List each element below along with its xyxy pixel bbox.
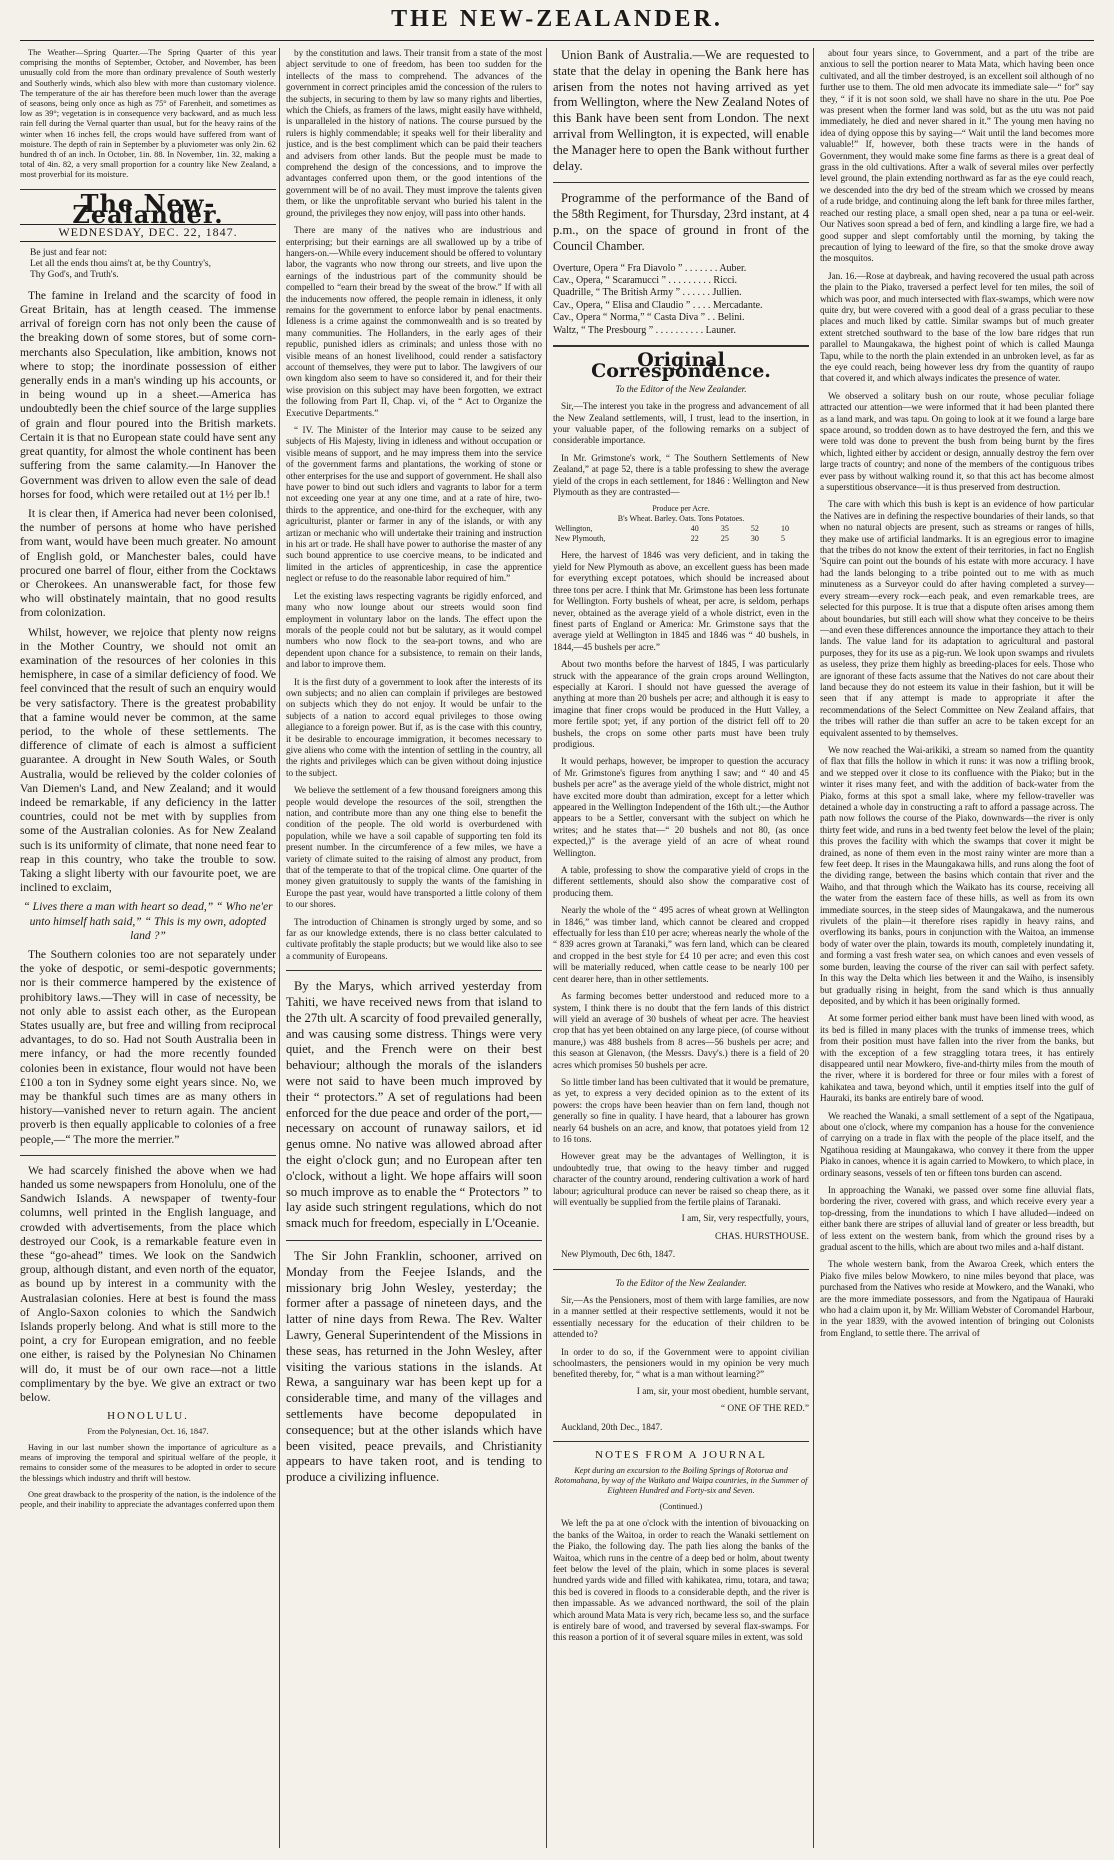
letter-salutation-heading: To the Editor of the New Zealander. (615, 383, 747, 394)
journal-paragraph: We observed a solitary bush on our route, whose peculiar foliage attracted our attention—we were informed that it had been planted there as a land mark, and was tapu. On going to look at it we found a large bare space around, so trodden down as to have destroyed the fern, and this we were told was done to prevent the bush from being burnt by the fires which, lighted either by accident or design, annually destroy the fern over large tracts of country; and none of the members of the contiguous tribes ever pass by without walking round it, so that this act has become almost a superstitious observance—it is thus preserved from destruction. (820, 390, 1094, 493)
letter-signature: CHAS. HURSTHOUSE. (714, 1231, 809, 1242)
programme-item: Cav., Opera “ Norma,” “ Casta Diva ” . . Belini. (553, 312, 745, 324)
bank-paragraph: Union Bank of Australia.—We are requested to state that the delay in opening the Bank here has arisen from the notes not having arrived as yet from Wellington, where the New Zealand Notes of this Bank have been sent from London. The next arrival from Wellington, it is expected, will enable the Manager here to open the Bank without further delay. (553, 48, 809, 173)
band-programme (553, 263, 809, 337)
lead-paragraph: Whilst, however, we rejoice that plenty now reigns in the Mother Country, we should not omit an examination of the resources of her colonies in this hemisphere, in case of a similar deficiency of food. We feel convinced that the result of such an enquiry would be very satisfactory. There is the greatest probability that a famine would never be common, at the same period, to the whole of these settlements. The difference of climate of each is almost a sufficient guarantee. A drought in New South Wales, or South Australia, would be relieved by the colder colonies of Van Diemen's Land, and New Zealand; and it would indeed be remarkable, if any deficiency in the latter countries, could not be met with by supplies from some of the Australian colonies. As for New Zealand such is its uniformity of climate, that none need fear to reap in this country, who take the trouble to sow. Taking a slight liberty with our favourite poet, we are inclined to exclaim, (20, 625, 276, 895)
honolulu-paragraph: Having in our last number shown the importance of agriculture as a means of improving the temporal and spiritual welfare of the people, it remains to consider some of the measures to be adopted in order to secure the blessings which industry and thrift will bestow. (20, 1442, 276, 1483)
paper-title: The New-Zealander. (72, 188, 224, 230)
motto-line: Let all the ends thou aims't at, be thy Country's, (30, 258, 211, 269)
produce-table-body (553, 524, 809, 544)
journal-paragraph: In approaching the Wanaki, we passed over some fine alluvial flats, bordering the river, covered with grass, and which receive every year a top-dressing, from the inundations to which I have alluded—indeed on either bank there are stripes of alluvial land of greater or less breadth, but of less extent on the western bank, from which the ground rises by a gradual ascent to the hills, which are about two miles and a-half distant. (820, 1185, 1094, 1253)
divider (553, 1269, 809, 1270)
letter-paragraph: Nearly the whole of the “ 495 acres of wheat grown at Wellington in 1846,” was timber land, which cannot be cleared and cropped effectually for less than £10 per acre; whereas nearly the whole of the “ 839 acres grown at Taranaki,” was fern land, which can be cleared and cropped in the best style for £4 10 per acre; and even this cost will be materially reduced, when cattle cease to be nearly 100 per cent dearer here, than in other settlements. (553, 905, 809, 984)
letter-salutation-heading: To the Editor of the New Zealander. (615, 1277, 747, 1288)
lead-article (20, 289, 276, 1147)
table-cell: 52 (750, 524, 759, 534)
table-cell: 25 (720, 534, 729, 544)
masthead-rule (20, 40, 1094, 41)
lead-paragraph: The famine in Ireland and the scarcity of food in Great Britain, has at length ceased. The immense arrival of foreign corn has not only been the cause of the breaking down of some stores, but of some corn-merchants also Speculation, like ambition, knows not where to stop; the inordinate possession of either generally ends in a man's winding up his accounts, or in being wound up in a sheet.—America has undoubtedly been the chief source of the large supplies of grain and flour poured into the British markets. Certain it is that no European state could have sent any great quantity, for almost the whole continent has been suffering from the same calamity.—In Hanover the Government was driven to allow even the sale of dead horses for food, which were retailed out at 1½ per lb.! (20, 288, 276, 501)
letter-place-date: Auckland, 20th Dec., 1847. (561, 1421, 663, 1432)
column-rule (279, 48, 280, 1848)
tahiti-paragraph: By the Marys, which arrived yesterday from Tahiti, we have received news from that island to the 27th ult. A scarcity of food prevailed generally, and was causing some distress. Things were very quiet, and the French were on their best behaviour; although the morals of the islanders were not said to have been much improved by their “ protectors.” A set of regulations had been enforced for the due peace and order of the port,—necessary on account of runaway sailors, et id genus omne. No native was allowed abroad after the eight o'clock gun; and no European after ten o'clock, without a light. We hope affairs will soon so much improve as to enable the “ Protectors ” to lay aside such stringent regulations, which do not smack much for freedom, especially in L'Oceanie. (286, 979, 542, 1231)
column-2 (286, 48, 542, 1848)
original-correspondence-heading: Original Correspondence. (591, 349, 771, 383)
programme-item: Waltz, “ The Presbourg ” . . . . . . . . . . Launer. (553, 324, 736, 336)
column-3 (553, 48, 809, 1848)
article-paragraph: The introduction of Chinamen is strongly urged by some, and so far as our knowledge extends, there is no class better calculated to cultivate profitably the staple products; but we would like also to see a community of Europeans. (286, 916, 542, 961)
letter-paragraph: In Mr. Grimstone's work, “ The Southern Settlements of New Zealand,” at page 52, there is a table professing to shew the average yield of the crops in each settlement, for 1846 : Wellington and New Plymouth as they are contrasted— (553, 452, 809, 498)
letter-paragraph: It would perhaps, however, be improper to question the accuracy of Mr. Grimstone's figures from anything I saw; and “ 40 and 45 bushels per acre” as the average yield of the whole district, might not have excited more doubt than admiration, except for a letter which appeared in the Wellington Independent of the 16th ult.;—the Author appears to be a Settler, conversant with the subject on which he writes; and he states that—“ 20 bushels and not 80, (as once expected,)” is the average yield of an acre of wheat round Wellington. (553, 756, 809, 858)
divider (20, 1155, 276, 1156)
journal-paragraph: Jan. 16.—Rose at daybreak, and having recovered the usual path across the plain to the Piako, traversed a perfect level for ten miles, the soil of which was poor, and much intersected with flax-swamps, which were now quite dry, but were covered with a good deal of a grass peculiar to these places and much liked by cattle. Similar swamps but of much greater extent stretched southward to the base of the low bare ridges that run parallel to Maungakawa, the highest point of which is called Maunga Tapu, while to the north the plain extended in an unbroken level, as far as the eye could reach, being however less dry from the quantity of raupo that covered it, and which always indicates the presence of water. (820, 270, 1094, 384)
notes-subtitle: Kept during an excursion to the Boiling Springs of Rotorua and Rotomahana, by way of the Waikato and Waipa countries, in the Summer of Eighteen Hundred and Forty-six and Seven. (554, 1465, 808, 1495)
letter-closing: I am, Sir, very respectfully, yours, (681, 1214, 809, 1225)
honolulu-source: From the Polynesian, Oct. 16, 1847. (87, 1426, 209, 1436)
motto-line: Thy God's, and Truth's. (30, 269, 119, 280)
programme-item: Overture, Opera “ Fra Diavolo ” . . . . . . . Auber. (553, 262, 747, 274)
table-row (553, 524, 809, 534)
programme-item: Cav., Opera, “ Elisa and Claudio ” . . . . Mercadante. (553, 299, 763, 311)
produce-table-columns: B's Wheat. Barley. Oats. Tons Potatoes. (617, 514, 745, 524)
table-cell: New Plymouth, (555, 534, 606, 544)
table-cell: 35 (720, 524, 729, 534)
letter-place-date: New Plymouth, Dec 6th, 1847. (561, 1249, 676, 1260)
notes-heading: NOTES FROM A JOURNAL (595, 1449, 767, 1462)
notes-paragraph: We left the pa at one o'clock with the intention of bivouacking on the banks of the Waitoa, in order to reach the Wanaki settlement on the Piako, the following day. The path lies along the banks of the Waitoa, which runs in the centre of a deep bed or holm, about twenty feet below the level of the plain, which in some places is several hundred yards wide and filled with kahikatea, rimu, totara, and tawa; this bed is covered in floods to a considerable depth, and the river is then impassable. As we advanced northward, the soil of the plain which around Mata Mata is very rich, became less so, and the surface is entirely bare of wood, and traversed by several flax-swamps. For this reason a portion of it of several square miles in extent, was sold (553, 1518, 809, 1643)
letter-paragraph: In order to do so, if the Government were to appoint civilian schoolmasters, the pensioners would in my opinion be very much benefited thereby, for, “ what is a man without learning?” (553, 1346, 809, 1380)
franklin-paragraph: The Sir John Franklin, schooner, arrived on Monday from the Feejee Islands, and the missionary brig John Wesley, yesterday; the former after a passage of nineteen days, and the latter of nine days from Rewa. The Rev. Walter Lawry, General Superintendent of the Missions in these seas, has returned in the John Wesley, after visiting the various stations in the islands. At Rewa, a sanguinary war has been kept up for a considerable time, and many of the villages and settlements have become depopulated in consequence; but at the other islands which have been visited, peace prevails, and Christianity appears to have taken root, and is tending to produce a civilizing influence. (286, 1249, 542, 1485)
column-1 (20, 48, 276, 1848)
journal-paragraph: about four years since, to Government, and a part of the tribe are anxious to sell the portion nearer to Mata Mata, which having been once cultivated, and all the timber destroyed, is an excellent soil although of no further use to them. The old men advocate its immediate sale—“ for” say they, “ if it is not soon sold, we shall have no share in the utu. Poe Poe was present when the former land was sold, but as the utu was not paid immediately, he died and never shared in it.” The young men having no idea of dying oppose this by saying—“ Wait until the land becomes more valuable!” If, however, both these tracts were in the hands of Government, they would make some fine farms as there is a great deal of grass in the old cultivations. After a walk of several miles over perfectly level ground, the plain extending northward as far as the eye could reach, we descended into the dry bed of the stream which we crossed by means of a rude bridge, and continuing along the left bank for three miles farther, reached our resting place, a small open shed, near a pa tuna or eel-weir. Our Natives soon spread a bed of fern, and kindling a large fire, we had a good supper and slept comfortably until the morning, by taking the precaution of lying to leeward of the fire, so that the smoke drove away the mosquitos. (820, 48, 1094, 264)
table-cell: 10 (780, 524, 789, 534)
letter-paragraph: Sir,—As the Pensioners, most of them with large families, are now in a manner settled at their respective settlements, would it not be essentially necessary for the education of their children to be attended to? (553, 1295, 809, 1340)
column-rule (813, 48, 814, 1848)
honolulu-intro (20, 1164, 276, 1405)
table-cell: Wellington, (555, 524, 593, 534)
article-paragraph: There are many of the natives who are industrious and enterprising; but their earnings are all swallowed up by a tribe of hangers-on.—While every inducement should be offered to voluntary labor, the vagrants who now throng our streets, and live upon the earnings of the industrious part of the community should be compelled to “earn their bread by the sweat of the brow.” If with all the inducements now offered, the people remain in idleness, it only remains for the government to enforce labor by penal enactments. Idleness is a crime against the commonwealth and is so treated by many communities. The Hollanders, in the early ages of their republic, punished idlers as criminals; and unless those with no visible means of an honest livelihood, could render a satisfactory account of themselves, they were put to labor. The lawgivers of our own kingdom also seem to have so considered it, and for their their wise provision on this subject may have been forgotten, we extract the following from Part II, Chap. vi, of the “ Act to Organize the Executive Departments.” (286, 225, 542, 418)
table-row (553, 534, 809, 544)
table-cell: 30 (750, 534, 759, 544)
divider (553, 182, 809, 183)
programme-item: Quadrille, “ The British Army ” . . . . . . Jullien. (553, 287, 742, 299)
article-paragraph: Let the existing laws respecting vagrants be rigidly enforced, and many who now lounge about our streets would soon find employment in voluntary labor on the lands. The effect upon the morals of the people could not but be salutary, as it would compel numbers who now flock to the sea-port towns, and who are dependent upon chance for a subsistence, to remain on their lands, and labor to improve them. (286, 590, 542, 670)
franklin-news (286, 1249, 542, 1486)
journal-paragraph: We now reached the Wai-arikiki, a stream so named from the quantity of flax that fills the hollow in which it runs: it was now a trifling brook, and we stepped over it close to its confluence with the Piako; but in the winter it rises many feet, and with the addition of back-water from the Piako, forms at this spot a small lake, where my fellow-traveller was detained a whole day in constructing a raft to afford a passage across. The path now follows the course of the Piako, downwards—the river is only thirty feet wide, and runs in a bed twenty feet below the level of the plain; this proves the facility with which the swamps that cover it might be drained, as none of them even in the most rainy winter are more than a few feet deep. It rises in the Maungakawa hills, and runs along the foot of the dividing range, between the basins which contain that river and the Waiho, and that through which the Waikato has its course, receiving all the water from the eastern face of these hills, as well as from its own immediate sources, in the steep sides of Maungakawa, and the numerous rivulets of the plain—it therefore rises rapidly in heavy rains, and overflowing its banks, pours in conjunction with the Waitoa, an immense body of water over the plain, towards its mouth, completely inundating it, and forming a vast fresh water sea, on which canoes and even vessels of some burden, leaving the course of the river can sail with perfect safety. In this way the Delta which lies between it and the Waiho, is insensibly but gradually rising in height, from the sand which is thus annually deposited, and by which it has been originally formed. (820, 744, 1094, 1006)
honolulu-heading: HONOLULU. (107, 1410, 189, 1423)
notes-continued: (Continued.) (659, 1502, 703, 1512)
poem-quote: “ Lives there a man with heart so dead,” “ Who ne'er unto himself hath said,” “ This is my own, adopted land ?” (23, 900, 273, 942)
bank-notice (553, 48, 809, 174)
journal-paragraph: At some former period either bank must have been lined with wood, as its bed is filled in many places with the trunks of immense trees, which from their position must have fallen into the river from the banks, but with the exception of a few straggling totara trees, it has entirely disappeared until near Mowkero, five-and-thirty miles from the mouth of the river, where it is bordered for three or four miles with a forest of kahikatea and tawa, beyond which, until it empties itself into the gulf of Hauraki, its banks are entirely bare of wood. (820, 1013, 1094, 1104)
article-paragraph: “ IV. The Minister of the Interior may cause to be seized any subjects of His Majesty, living in idleness and without occupation or visible means of support, and he may impress them into the service of the government farms and plantations, the working of stone or other enterprises for the use and support of government. He shall also have power to bind out such idlers and vagrants to labor for a term not exceeding one year at any one time, and at a rate of hire, two-thirds to the apprentice, and one-third for the exchequer, with any agriculturist, planter or farmer in any of the islands, or with any artizan or mechanic who will undertake their training and instruction in his art or trade. He shall have power to authorise the master of any such bound apprentice to use coercive means, to be indicated and limited in the articles of apprenticeship, in case the apprentice neglect or refuse to do the reasonable labor required of him.” (286, 425, 542, 584)
weather-paragraph: The Weather—Spring Quarter.—The Spring Quarter of this year comprising the months of September, October, and November, has been unusually cold from the more than ordinary prevalence of South westerly and Southerly winds, which also blew with more than customary violence. The temperature of the air has therefore been much lower than the average of seasons, being only once as high as 75° of Farenheit, and sometimes as low as 39°; vegetation is in consequence very backward, and as much less rain fell during the Vernal quarter than usual, but for the heavy rains of the winter when 16 inches fell, the crops would have suffered from want of moisture. The depth of rain in September by a pluviometer was only 2in. 62 hundred th of an inch. In October, 1in. 88. In November, 1in. 32, making a total of 4in. 82, a very small proportion for a country like New Zealand, a most proverbial for its moisture. (20, 48, 276, 180)
letter-paragraph: Here, the harvest of 1846 was very deficient, and in taking the yield for New Plymouth as above, an excellent guess has been made for everything except potatoes, which should be increased about three tons per acre. I think that Mr. Grimstone has been less fortunate for Wellington. Forty bushels of wheat, per acre, is seldom, perhaps never, obtained as the average yield of a whole district, even in the finest parts of England or America: Mr. Grimstone says that the average yield at Wellington in 1845 and 1846 was “ 40 bushels, in 1844,—45 bushels per acre.” (553, 550, 809, 652)
column-4 (820, 48, 1094, 1848)
motto-line: Be just and fear not: (30, 247, 108, 258)
journal-paragraph: The care with which this bush is kept is an evidence of how particular the Natives are in defining the respective boundaries of their lands, so that when no natural objects are present, such as streams or ranges of hills, they make use of artificial landmarks. It is an egregious error to imagine that the tribes do not know the extent of their territories, in fact no English 'Squire can point out the bounds of his estate with more accuracy. I have had the lands belonging to a tribe pointed out to me with as much minuteness as a Surveyor could do after having completed a survey—every stream—every rock—each peak, and even remarkable trees, are selected for this purpose. It is true that a dispute often arises among them about boundaries, but still each will show what they conceive to be theirs—and even these differences announce the importance they attach to their lands. The value land for its adaptation to agricultural and pastoral purposes, they for its use as a pig-run. We look upon swamps and rivulets as useless, they prize them highly as breeding-places for eels. Those who are ignorant of these facts assume that the Natives do not care about their land because they do not esteem its value in their fashion, but it will be seen that if any attempt is made to appropriate it after the recommendations of the Select Committee on New Zealand affairs, that the tribes will rather die than suffer an acre to be taken except for an equivalent assented to by themselves. (820, 499, 1094, 738)
band-notice (553, 191, 809, 254)
tahiti-news (286, 979, 542, 1232)
article-paragraph: by the constitution and laws. Their transit from a state of the most abject servitude to one of freedom, has been too sudden for the intellects of the mass to comprehend. The advances of the government in correct principles amid the concession of the rulers to the subjects, in securing to them by law so many rights and liberties, which the Chiefs, as framers of the laws, might easily have withheld, is unparalleled in the history of nations. The course pursued by the rulers is highly commendable; it speaks well for their liberality and justice, and is the best compliment which can be paid their teachers and advisers from other lands. But the people must be made to comprehend the design of the concessions, and to improve the advantages conferred upon them, or the good intentions of the government will be of no avail. They must improve the talents given them, or like the unprofitable servant who buried his talent in the ground, the privileges they now enjoy, will pass into other hands. (286, 48, 542, 218)
letter-paragraph: Sir,—The interest you take in the progress and advancement of all the New Zealand settlements, will, I trust, lead to the insertion, in your valuable paper, of the following remarks on a subject of considerable importance. (553, 401, 809, 446)
honolulu-paragraph: One great drawback to the prosperity of the nation, is the indolence of the people, and their inability to appreciate the advantages conferred upon them (20, 1489, 276, 1509)
band-paragraph: Programme of the performance of the Band of the 58th Regiment, for Thursday, 23rd instant, at 4 p.m., on the space of ground in front of the Council Chamber. (553, 191, 809, 253)
letter-signature: “ ONE OF THE RED.” (720, 1404, 809, 1415)
divider (553, 345, 809, 347)
produce-table-title: Produce per Acre. (652, 504, 710, 514)
divider (286, 1240, 542, 1241)
letter-closing: I am, sir, your most obedient, humble servant, (636, 1386, 809, 1397)
motto (30, 248, 276, 281)
article-paragraph: We believe the settlement of a few thousand foreigners among this people would develope the resources of the soil, strengthen the nation, and contribute more than any one thing else to benefit the condition of the people. The old world is overburdened with population, while we have a soil capable of supporting ten fold its present number. In the circumference of a few miles, we have a variety of climate suited to the raising of almost any product, from that of the temperate to that of the tropical clime. One quarter of the money given gratuitously to supply the wants of the famishing in Europe the past year, would have transported a little colony of them to our shores. (286, 785, 542, 910)
letter-paragraph: However great may be the advantages of Wellington, it is undoubtedly true, that owing to the heavy timber and rugged character of the country around, rendering cultivation a work of hard labour; agricultural produce can never be raised so cheap there, as it will eventually be supplied from the fertile plains of Taranaki. (553, 1151, 809, 1207)
divider (286, 970, 542, 971)
lead-paragraph: The Southern colonies too are not separately under the yoke of despotic, or semi-despotic governments; nor is their commerce hampered by the existence of prohibitory laws.—They will in case of necessity, be not only able to assist each other, as the European States usually are, but free and willing from reciprocal advantages, to do so. Had not South Australia been in mere infancy, or had the more recently founded colonies been in existance, flour would not have been £100 a ton in Sydney some eight years since. No, we may be thankful such times are as many others in history—vanished never to return again. The ancient proverb is then equally applicable to colonies of a free people,—“ The more the merrier.” (20, 948, 276, 1146)
table-cell: 40 (690, 524, 699, 534)
table-cell: 22 (690, 534, 699, 544)
masthead: THE NEW-ZEALANDER. (391, 6, 723, 32)
journal-paragraph: The whole western bank, from the Awaroa Creek, which enters the Piako five miles below Mowkero, to nine miles beyond that place, was purchased from the Natives who reside at Mowkero, and the Wanaki, who are the more immediate possessors, and from the Ngatipaua of Hauraki who had a claim upon it, by Mr. William Webster of Coromandel Harbour, in the year 1839, with the avowed intention of bringing out Colonists from England, to settle there. The arrival of (820, 1259, 1094, 1338)
letter-paragraph: As farming becomes better understood and reduced more to a system, I think there is no doubt that the fern lands of this district will yield an average of 30 bushels of wheat per acre. The heaviest crop that has yet been obtained on any large piece, (of course without manure,) was 488 bushels from 8 acres—56 bushels per acre; and this season at Glenavon, (the Messrs. Davy's.) there is a field of 20 acres which promises 50 bushels per acre. (553, 991, 809, 1070)
honolulu-intro-paragraph: We had scarcely finished the above when we had handed us some newspapers from Honolulu, one of the Sandwich Islands. A newspaper of twenty-four columns, well printed in the English language, and crowded with advertisements, from the place which destroyed our Cook, is a remarkable feature even in these “go-ahead” times. We look on the Sandwich group, although distant, and even north of the equator, as bound up by interest in a community with the Australasian colonies. Here at best is found the mass of Anglo-Saxon colonies to which the Sandwich Islands properly belong. And what is still more to the point, a cry for European emigration, and no feeble one either, is raised by the Polynesian No Chinamen will do, it must be of our own race—not a little complimentary by the bye. We give an extract or two below. (20, 1163, 276, 1405)
lead-paragraph: It is clear then, if America had never been colonised, the number of persons at home who have perished from want, would have been much greater. No amount of English gold, or Manchester bales, could have procured one barrel of flour, either from the Cocktaws or Cherokees. An unanswerable fact, for those few who will obstinately maintain, that no good results from colonization. (20, 506, 276, 620)
letter-paragraph: So little timber land has been cultivated that it would be premature, as yet, to express a very decided opinion as to the extent of its powers: the crops have been heavier than on fern land, though not generally so fine in quality. I have heard, that a labourer has grown nearly 64 bushels on an acre, and know, that potatoes yield from 12 to 16 tons. (553, 1076, 809, 1144)
letter-paragraph: About two months before the harvest of 1845, I was particularly struck with the appearance of the grain crops around Wellington, especially at Karori. I should not have guessed the average of anything at more than 20 bushels per acre; and although it is easy to imagine that finer crops would be produced in the Hutt Valley, a more fertile spot; yet, if any portion of the district fell off to 20 bushels, the crops on some other parts must have been truly prodigious. (553, 659, 809, 749)
divider (553, 1441, 809, 1442)
column-rule (546, 48, 547, 1848)
programme-item: Cav., Opera, “ Scaramucci ” . . . . . . . . . Ricci. (553, 274, 738, 286)
article-paragraph: It is the first duty of a government to look after the interests of its own subjects; and no alien can complain if privileges are bestowed on subjects which they do not enjoy. It would be unfair to the subjects of a nation to accord equal privileges to those owing allegiance to a foreign power. But if, as is the case with this country, it be desirable to encourage immigration, it becomes necessary to give aliens who come with the intention of settling in the country, all the rights and privileges which can be given without doing injustice to the subject. (286, 676, 542, 778)
letter-paragraph: A table, professing to show the comparative yield of crops in the different settlements, should also show the comparative cost of producing them. (553, 865, 809, 898)
produce-table (553, 504, 809, 544)
dateline: WEDNESDAY, DEC. 22, 1847. (20, 224, 276, 241)
journal-paragraph: We reached the Wanaki, a small settlement of a sept of the Ngatipaua, about one o'clock, where my companion has a house for the convenience of carrying on a trade in flax with the people of the place itself, and the Ngatihoua residing at Maungakawa, who convey it there from the upper Piako in canoes, whence it is again carried to Mowkero, to which place, in ordinary seasons, vessels of ten or fifteen tons burden can ascend. (820, 1110, 1094, 1178)
table-cell: 5 (780, 534, 785, 544)
